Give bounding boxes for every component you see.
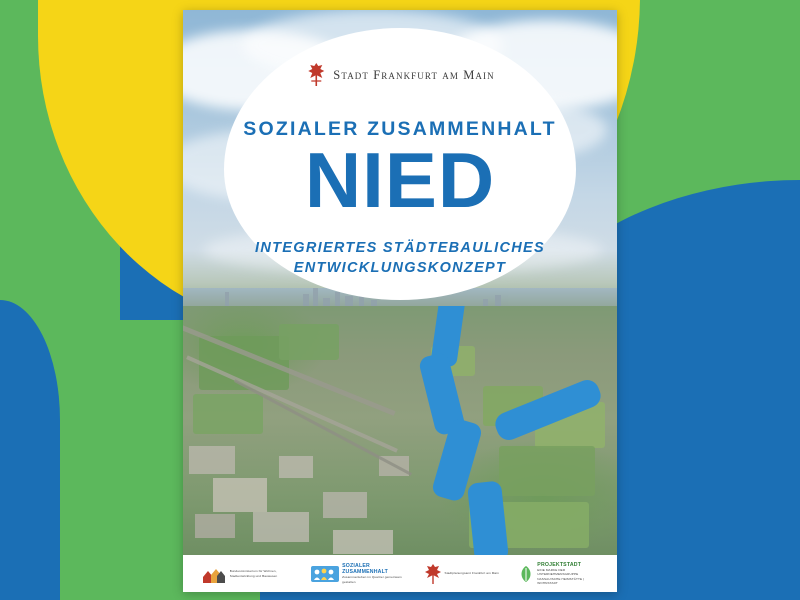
sozialer-zusammenhalt-logo [311,563,404,585]
bundesministerium-wohnen-logo [201,563,292,585]
projektstadt-title: PROJEKTSTADT [537,562,582,569]
cover-subtitle-line-1: INTEGRIERTES STÄDTEBAULICHES [255,240,545,256]
houses-icon [201,563,227,585]
cover-subtitle [183,238,617,278]
projektstadt-logo [518,562,599,585]
sozialer-zusammenhalt-label: Zusammenleben im Quartier gemeinsam gestalten [342,575,402,584]
river-main [363,306,613,555]
cover-photo [183,10,617,555]
city-crest [305,62,494,88]
city-crest-label: Stadt Frankfurt am Main [333,67,495,82]
frankfurt-eagle-crest-icon [305,62,327,88]
cover-title: NIED [304,136,496,224]
stadt-frankfurt-label: Stadtplanungsamt Frankfurt am Main [444,571,499,576]
eagle-icon [424,563,442,585]
people-icon [311,563,339,585]
stadt-frankfurt-logo [424,563,499,585]
document-cover-page [183,10,617,592]
logo-bar [183,555,617,592]
bundesministerium-wohnen-label: Bundesministerium für Wohnen, Stadtentwicklung und Bauwesen [229,569,278,578]
cover-kicker: SOZIALER ZUSAMMENHALT [243,118,557,140]
leaf-icon [518,565,534,583]
projektstadt-label: EINE MARKE DER UNTERNEHMENSGRUPPE NASSAUISCHE HEIMSTÄTTE | WOHNSTADT [537,568,584,585]
sozialer-zusammenhalt-title: SOZIALER ZUSAMMENHALT [342,563,388,576]
cover-subtitle-line-2: ENTWICKLUNGSKONZEPT [293,260,507,276]
